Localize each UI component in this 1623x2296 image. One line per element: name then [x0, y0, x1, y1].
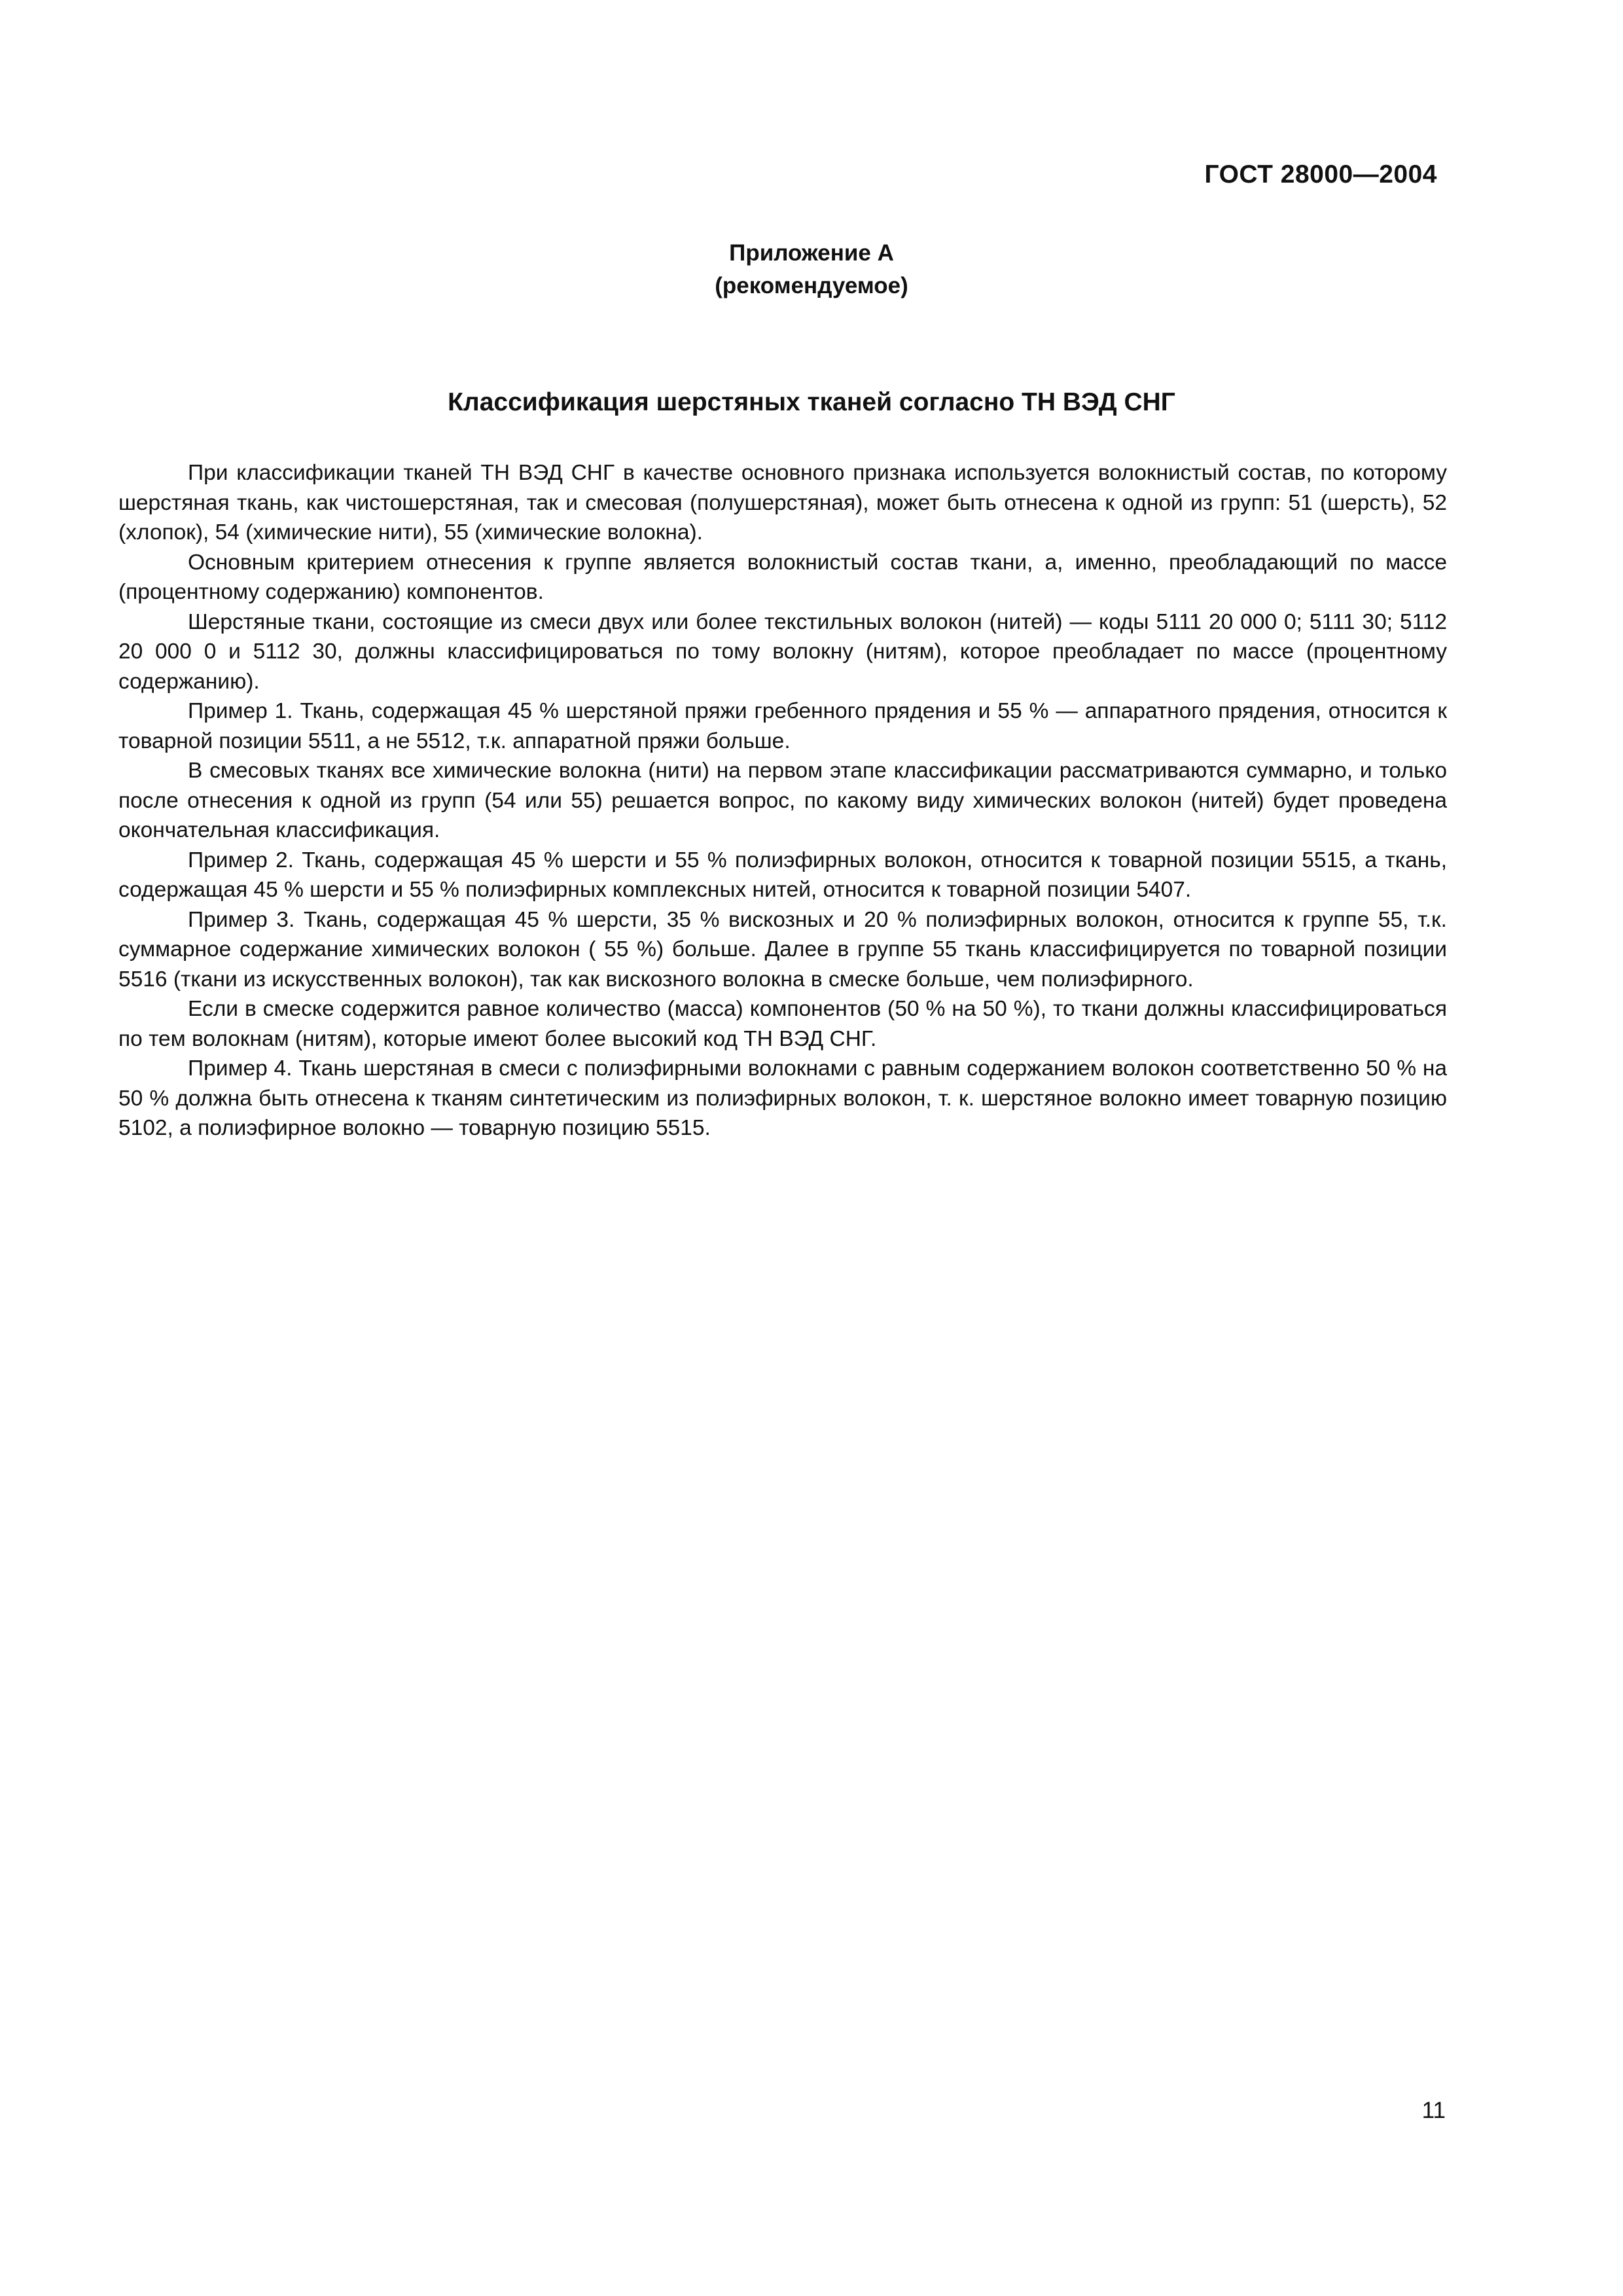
page-number: 11: [1421, 2098, 1446, 2123]
paragraph: При классификации тканей ТН ВЭД СНГ в качестве основного признака используется волокнистый состав, по которому шерстяная ткань, как чистошерстяная, так и смесовая (полушерстяная), может быть отнесена к одной из групп: 51 (шерсть), 52 (хлопок), 54 (химические нити), 55 (химические волокна).: [118, 461, 1447, 545]
paragraph-example-4: Пример 4. Ткань шерстяная в смеси с полиэфирными волокнами с равным содержанием волокон соответственно 50 % на 50 % должна быть отнесена к тканям синтетическим из полиэфирных волокон, т. к. шерстяное волокно имеет товарную позицию 5102, а полиэфирное волокно — товарную позицию 5515.: [118, 1056, 1447, 1140]
paragraph: Шерстяные ткани, состоящие из смеси двух или более текстильных волокон (нитей) — коды 5111 20 000 0; 5111 30; 5112 20 000 0 и 5112 30, должны классифицироваться по тому волокну (нитям), которое преобладает по массе (процентному содержанию).: [118, 609, 1447, 694]
paragraph-example-1: Пример 1. Ткань, содержащая 45 % шерстяной пряжи гребенного прядения и 55 % — аппаратного прядения, относится к товарной позиции 5511, а не 5512, т.к. аппаратной пряжи больше.: [118, 699, 1447, 753]
paragraph-example-2: Пример 2. Ткань, содержащая 45 % шерсти и 55 % полиэфирных волокон, относится к товарной позиции 5515, а ткань, содержащая 45 % шерсти и 55 % полиэфирных комплексных нитей, относится к товарной позиции 5407.: [118, 848, 1447, 902]
document-code: ГОСТ 28000—2004: [1204, 160, 1437, 188]
body-text: [118, 458, 1447, 1143]
paragraph: Основным критерием отнесения к группе является волокнистый состав ткани, а, именно, преобладающий по массе (процентному содержанию) компонентов.: [118, 550, 1447, 604]
appendix-label: Приложение А: [729, 240, 894, 266]
appendix-heading: [0, 237, 1623, 302]
appendix-status: (рекомендуемое): [715, 273, 908, 298]
paragraph: Если в смеске содержится равное количество (масса) компонентов (50 % на 50 %), то ткани должны классифицироваться по тем волокнам (нитям), которые имеют более высокий код ТН ВЭД СНГ.: [118, 997, 1447, 1051]
section-title: Классификация шерстяных тканей согласно ТН ВЭД СНГ: [448, 388, 1175, 416]
paragraph-example-3: Пример 3. Ткань, содержащая 45 % шерсти, 35 % вискозных и 20 % полиэфирных волокон, относится к группе 55, т.к. суммарное содержание химических волокон ( 55 %) больше. Далее в группе 55 ткань классифицируется по товарной позиции 5516 (ткани из искусственных волокон), так как вискозного волокна в смеске больше, чем полиэфирного.: [118, 907, 1447, 992]
paragraph: В смесовых тканях все химические волокна (нити) на первом этапе классификации рассматриваются суммарно, и только после отнесения к одной из групп (54 или 55) решается вопрос, по какому виду химических волокон (нитей) будет проведена окончательная классификация.: [118, 759, 1447, 842]
